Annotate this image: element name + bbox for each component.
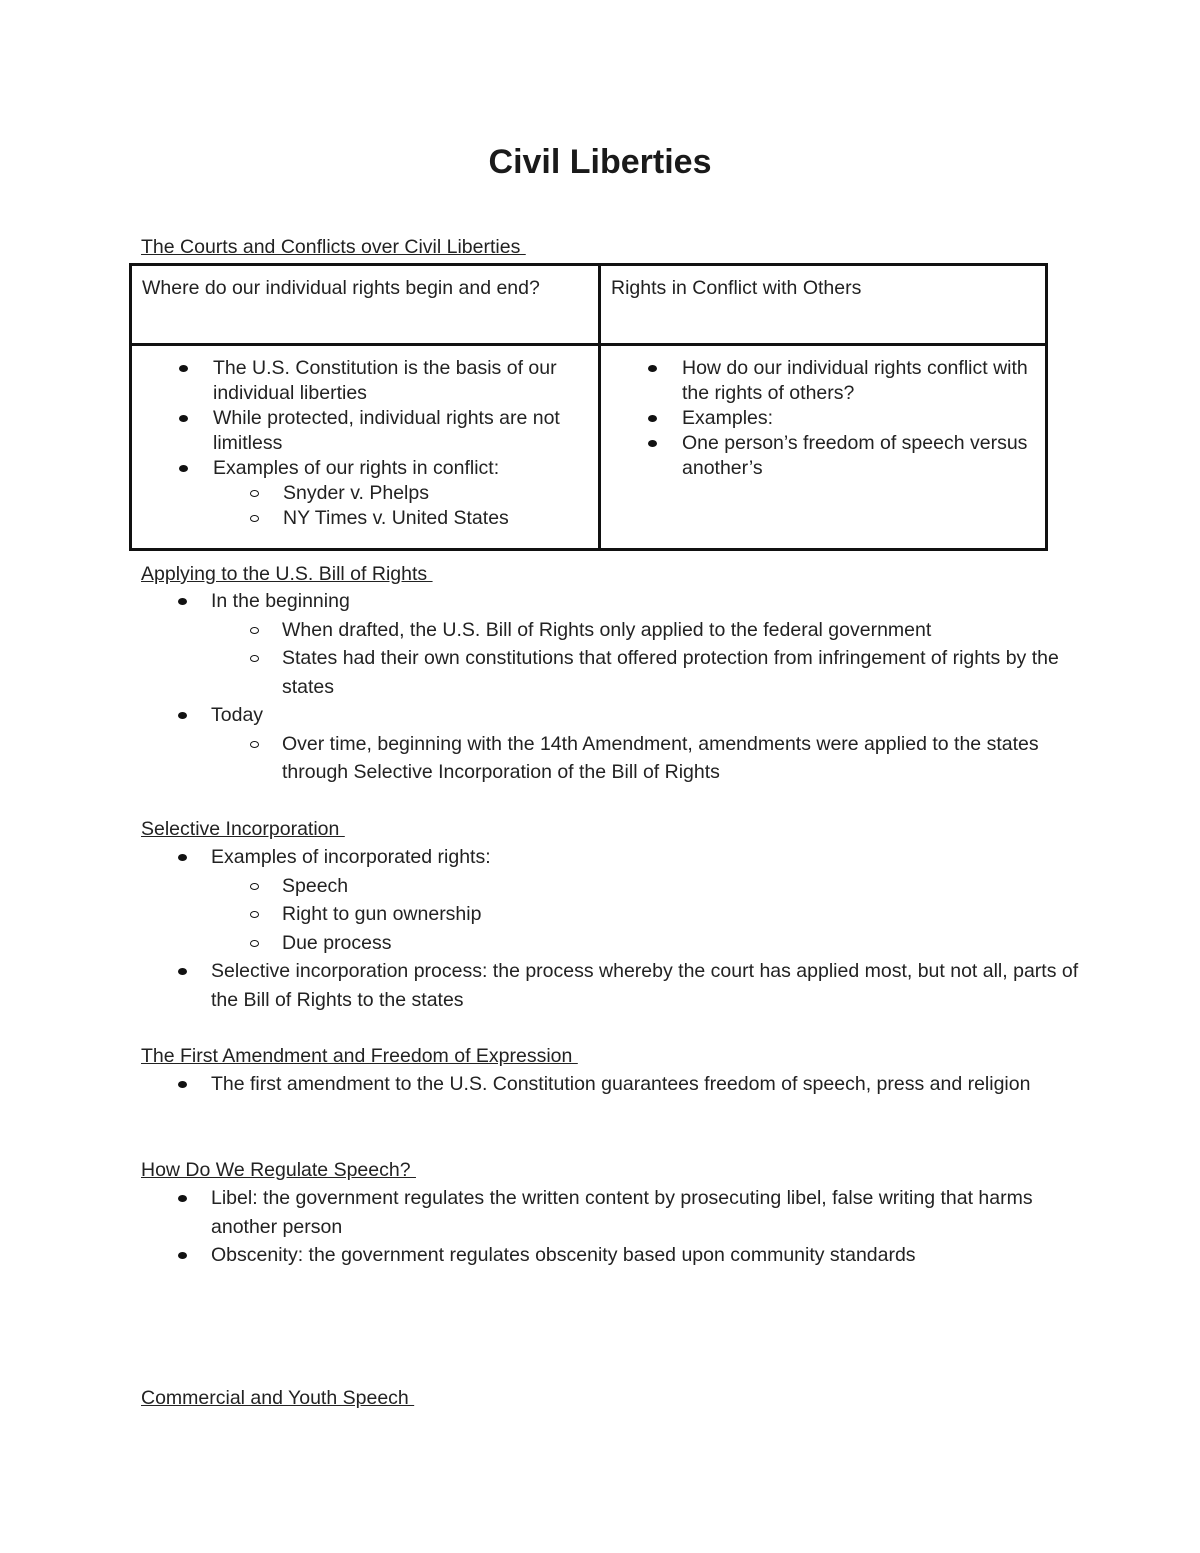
- list-item: [141, 843, 1101, 872]
- sub-list-item: [141, 872, 1101, 901]
- list-item-text: Selective incorporation process: the process whereby the court has applied most, but not all, parts of the Bill of Rights to the states: [211, 960, 1079, 1011]
- bullet-list: [141, 1184, 1101, 1270]
- list-item-text: One person’s freedom of speech versus another’s: [682, 432, 1028, 479]
- sub-list-item: [141, 644, 1101, 701]
- bullet-list: [141, 587, 1101, 787]
- table-body-row: [131, 345, 1047, 550]
- bullet-icon: [179, 465, 188, 472]
- list-item-text: Examples of our rights in conflict:: [213, 457, 500, 479]
- hollow-bullet-icon: [250, 940, 259, 947]
- list-item: [132, 406, 588, 456]
- list-item: [141, 701, 1101, 730]
- list-item: [141, 587, 1101, 616]
- list-item: [132, 456, 588, 481]
- page-title: Civil Liberties: [488, 143, 712, 181]
- heading-courts-conflicts: The Courts and Conflicts over Civil Liberties: [141, 236, 526, 258]
- bullet-icon: [179, 365, 188, 372]
- list-item: [141, 1184, 1101, 1241]
- hollow-bullet-icon: [250, 741, 259, 748]
- bullet-list: [601, 356, 1035, 481]
- heading-commercial-youth-speech: Commercial and Youth Speech: [141, 1387, 415, 1409]
- list-item: [132, 356, 588, 406]
- list-item-text: Libel: the government regulates the written content by prosecuting libel, false writing that harms another person: [211, 1187, 1033, 1238]
- hollow-bullet-icon: [250, 655, 259, 662]
- bullet-icon: [178, 598, 187, 605]
- list-item-text: Snyder v. Phelps: [283, 482, 429, 504]
- heading-applying-bill-of-rights: Applying to the U.S. Bill of Rights: [141, 563, 433, 585]
- list-item-text: States had their own constitutions that offered protection from infringement of rights by the states: [282, 647, 1059, 698]
- sub-list-item: [141, 730, 1101, 787]
- bullet-icon: [178, 712, 187, 719]
- bullet-icon: [648, 440, 657, 447]
- hollow-bullet-icon: [250, 911, 259, 918]
- bullet-list: [141, 1070, 1101, 1099]
- table-header-cell: Where do our individual rights begin and end?: [131, 265, 600, 345]
- heading-selective-incorporation: Selective Incorporation: [141, 818, 345, 840]
- table-body-cell-right: [600, 345, 1047, 550]
- list-item-text: NY Times v. United States: [283, 507, 509, 529]
- sub-list-item: [141, 900, 1101, 929]
- bullet-icon: [178, 968, 187, 975]
- bullet-list: [141, 843, 1101, 1014]
- bullet-icon: [178, 854, 187, 861]
- list-item: [141, 1241, 1101, 1270]
- rights-table: [129, 263, 1048, 551]
- hollow-bullet-icon: [250, 883, 259, 890]
- bullet-icon: [178, 1252, 187, 1259]
- list-item-text: Examples of incorporated rights:: [211, 846, 491, 868]
- heading-regulate-speech: How Do We Regulate Speech?: [141, 1159, 416, 1181]
- bullet-icon: [648, 365, 657, 372]
- list-item-text: In the beginning: [211, 590, 350, 612]
- bullet-icon: [178, 1195, 187, 1202]
- list-item: [141, 957, 1101, 1014]
- list-item-text: Today: [211, 704, 264, 726]
- list-item-text: Due process: [282, 931, 392, 954]
- list-item-text: While protected, individual rights are not limitless: [213, 407, 560, 454]
- table-body-cell-left: [131, 345, 600, 550]
- list-item-text: The first amendment to the U.S. Constitution guarantees freedom of speech, press and religion: [211, 1073, 1031, 1095]
- list-item-text: Over time, beginning with the 14th Amendment, amendments were applied to the states through Selective Incorporation of the Bill of Rights: [282, 732, 1039, 783]
- bullet-list: [132, 356, 588, 531]
- table-header-row: [131, 265, 1047, 345]
- list-item-text: How do our individual rights conflict with the rights of others?: [682, 357, 1028, 404]
- list-item: [601, 406, 1035, 431]
- bullet-icon: [178, 1081, 187, 1088]
- bullet-icon: [179, 415, 188, 422]
- bullet-icon: [648, 415, 657, 422]
- list-item-text: When drafted, the U.S. Bill of Rights only applied to the federal government: [282, 618, 932, 641]
- list-item: [601, 356, 1035, 406]
- list-item-text: Examples:: [682, 407, 774, 429]
- list-item-text: Obscenity: the government regulates obscenity based upon community standards: [211, 1244, 916, 1266]
- hollow-bullet-icon: [250, 490, 259, 497]
- list-item-text: Right to gun ownership: [282, 903, 482, 925]
- sub-list-item: [132, 481, 588, 506]
- heading-first-amendment: The First Amendment and Freedom of Expression: [141, 1045, 578, 1067]
- sub-list-item: [141, 616, 1101, 645]
- list-item: [601, 431, 1035, 481]
- list-item-text: Speech: [282, 874, 349, 897]
- list-item: [141, 1070, 1101, 1099]
- hollow-bullet-icon: [250, 515, 259, 522]
- sub-list-item: [132, 506, 588, 531]
- table-header-cell: Rights in Conflict with Others: [600, 265, 1047, 345]
- hollow-bullet-icon: [250, 627, 259, 634]
- sub-list-item: [141, 929, 1101, 958]
- list-item-text: The U.S. Constitution is the basis of our individual liberties: [213, 357, 557, 404]
